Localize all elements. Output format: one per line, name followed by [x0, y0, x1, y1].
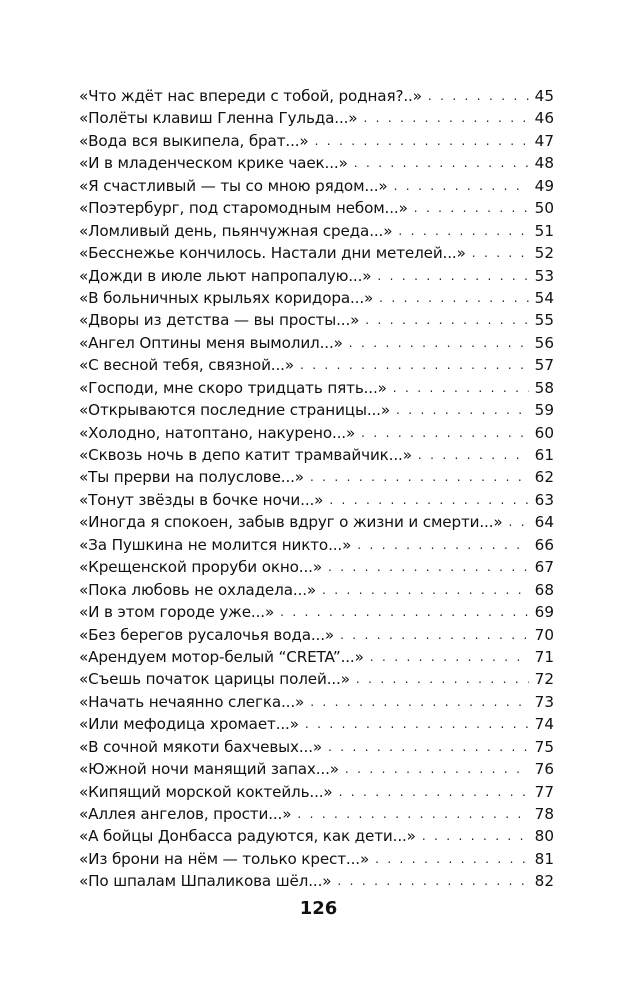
toc-entry	[79, 825, 554, 847]
toc-entry-title: «В больничных крыльях коридора...»	[79, 288, 374, 307]
dot-leader	[398, 220, 528, 242]
toc-entry	[79, 175, 554, 197]
dot-leader	[305, 713, 529, 735]
dot-leader	[315, 130, 529, 152]
toc-entry	[79, 668, 554, 690]
dot-leader	[340, 624, 529, 646]
toc-entry-title: «По шпалам Шпаликова шёл...»	[79, 872, 332, 891]
toc-entry-page: 56	[534, 333, 554, 352]
toc-entry-title: «Ангел Оптины меня вымолил...»	[79, 333, 343, 352]
toc-entry-page: 69	[534, 603, 554, 622]
dot-leader	[357, 534, 528, 556]
dot-leader	[329, 489, 528, 511]
toc-entry-title: «Южной ночи манящий запах...»	[79, 760, 339, 779]
toc-entry-page: 73	[534, 692, 554, 711]
toc-entry-title: «Что ждёт нас впереди с тобой, родная?..»	[79, 87, 422, 105]
dot-leader	[422, 825, 529, 847]
toc-entry-title: «Я счастливый — ты со мною рядом...»	[79, 176, 388, 195]
toc-entry-page: 54	[534, 288, 554, 307]
toc-entry-title: «Дворы из детства — вы просты...»	[79, 311, 360, 330]
toc-entry-title: «Кипящий морской коктейль...»	[79, 782, 333, 801]
toc-entry-title: «Крещенской проруби окно...»	[79, 558, 322, 577]
toc-entry-title: «И в младенческом крике чаек...»	[79, 154, 348, 173]
dot-leader	[393, 377, 529, 399]
toc-entry	[79, 511, 554, 533]
toc-entry-title: «Арендуем мотор-белый “CRETA”...»	[79, 647, 364, 666]
toc-entry	[79, 870, 554, 892]
dot-leader	[394, 175, 529, 197]
toc-entry	[79, 197, 554, 219]
toc-entry	[79, 354, 554, 376]
dot-leader	[337, 870, 528, 892]
dot-leader	[509, 511, 529, 533]
toc-entry-title: «Сквозь ночь в депо катит трамвайчик...»	[79, 446, 412, 464]
toc-entry	[79, 489, 554, 511]
toc-entry-title: «Открываются последние страницы...»	[79, 401, 390, 420]
toc-entry-page: 48	[534, 154, 554, 173]
toc-entry-title: «А бойцы Донбасса радуются, как дети...»	[79, 827, 416, 846]
toc-entry-page: 49	[534, 176, 554, 195]
toc-entry-page: 46	[534, 109, 554, 128]
toc-entry-title: «С весной тебя, связной...»	[79, 356, 294, 375]
dot-leader	[339, 781, 529, 803]
dot-leader	[300, 354, 529, 376]
toc-entry	[79, 107, 554, 129]
toc-entry	[79, 130, 554, 152]
toc-entry-page: 82	[534, 872, 554, 891]
dot-leader	[472, 242, 529, 264]
toc-entry	[79, 85, 554, 107]
toc-entry	[79, 287, 554, 309]
toc-entry	[79, 309, 554, 331]
dot-leader	[322, 579, 529, 601]
toc-entry	[79, 601, 554, 623]
toc-entry-title: «Вода вся выкипела, брат...»	[79, 131, 309, 150]
toc-entry-title: «Или мефодица хромает...»	[79, 715, 299, 734]
dot-leader	[379, 287, 529, 309]
toc-entry-page: 80	[534, 827, 554, 846]
toc-entry-page: 64	[534, 513, 554, 532]
dot-leader	[365, 309, 528, 331]
toc-entry-page: 60	[534, 423, 554, 442]
dot-leader	[345, 758, 529, 780]
toc-entry-title: «Дожди в июле льют напропалую...»	[79, 266, 372, 285]
toc-entry	[79, 242, 554, 264]
toc-entry-title: «Ломливый день, пьянчужная среда...»	[79, 221, 393, 240]
toc-entry-page: 67	[534, 558, 554, 577]
dot-leader	[396, 399, 529, 421]
toc-entry-page: 68	[534, 580, 554, 599]
toc-entry-page: 50	[534, 199, 554, 218]
toc-entry	[79, 758, 554, 780]
dot-leader	[414, 197, 529, 219]
toc-entry-page: 45	[534, 87, 554, 105]
toc-entry-page: 53	[534, 266, 554, 285]
toc-entry	[79, 377, 554, 399]
toc-entry-page: 47	[534, 131, 554, 150]
toc-entry	[79, 624, 554, 646]
toc-entry-title: «И в этом городе уже...»	[79, 603, 275, 622]
toc-entry	[79, 736, 554, 758]
toc-entry-title: «Поэтербург, под старомодным небом...»	[79, 199, 408, 218]
dot-leader	[310, 691, 528, 713]
toc-entry-page: 66	[534, 535, 554, 554]
toc-entry-title: «Господи, мне скоро тридцать пять...»	[79, 378, 387, 397]
dot-leader	[280, 601, 529, 623]
toc-entry-page: 72	[534, 670, 554, 689]
dot-leader	[356, 668, 529, 690]
toc-entry-title: «Начать нечаянно слегка...»	[79, 692, 305, 711]
toc-entry-title: «Ты прерви на полуслове...»	[79, 468, 304, 487]
toc-entry	[79, 713, 554, 735]
toc-entry-page: 81	[534, 849, 554, 868]
dot-leader	[428, 85, 529, 107]
dot-leader	[328, 736, 529, 758]
toc-entry-page: 78	[534, 805, 554, 823]
toc-entry-page: 63	[534, 490, 554, 509]
toc-entry	[79, 646, 554, 668]
dot-leader	[363, 107, 528, 129]
dot-leader	[377, 265, 528, 287]
toc-entry-title: «Тонут звёзды в бочке ночи...»	[79, 490, 324, 509]
toc-entry	[79, 466, 554, 488]
toc-entry	[79, 332, 554, 354]
toc-entry-title: «В сочной мякоти бахчевых...»	[79, 737, 323, 756]
table-of-contents	[79, 85, 554, 893]
toc-entry-page: 55	[534, 311, 554, 330]
toc-entry-title: «Съешь початок царицы полей...»	[79, 670, 350, 689]
dot-leader	[297, 803, 528, 825]
toc-entry	[79, 579, 554, 601]
toc-entry-title: «Полёты клавиш Гленна Гульда...»	[79, 109, 358, 128]
toc-entry	[79, 691, 554, 713]
toc-entry	[79, 803, 554, 825]
toc-entry-page: 75	[534, 737, 554, 756]
dot-leader	[370, 646, 529, 668]
toc-entry	[79, 152, 554, 174]
toc-entry-page: 62	[534, 468, 554, 487]
toc-entry-title: «Иногда я спокоен, забыв вдруг о жизни и смерти...»	[79, 513, 503, 532]
toc-entry	[79, 781, 554, 803]
toc-entry-page: 77	[534, 782, 554, 801]
toc-entry	[79, 422, 554, 444]
toc-entry-page: 71	[534, 647, 554, 666]
page-number: 126	[299, 898, 338, 919]
toc-entry-page: 61	[534, 446, 554, 464]
dot-leader	[361, 422, 529, 444]
dot-leader	[328, 556, 529, 578]
dot-leader	[310, 466, 529, 488]
dot-leader	[349, 332, 529, 354]
dot-leader	[375, 848, 529, 870]
toc-entry-title: «Бесснежье кончилось. Настали дни метелей...»	[79, 244, 466, 263]
toc-entry-title: «За Пушкина не молится никто...»	[79, 535, 352, 554]
toc-entry	[79, 265, 554, 287]
toc-entry	[79, 220, 554, 242]
dot-leader	[354, 152, 529, 174]
toc-entry-page: 58	[534, 378, 554, 397]
toc-entry-title: «Без берегов русалочья вода...»	[79, 625, 335, 644]
toc-entry-title: «Пока любовь не охладела...»	[79, 580, 317, 599]
dot-leader	[418, 444, 529, 466]
toc-entry	[79, 444, 554, 466]
toc-entry-title: «Холодно, натоптано, накурено...»	[79, 423, 356, 442]
toc-entry-page: 76	[534, 760, 554, 779]
toc-entry-page: 51	[534, 221, 554, 240]
toc-entry-page: 70	[534, 625, 554, 644]
toc-entry-title: «Аллея ангелов, прости...»	[79, 805, 292, 823]
toc-entry-page: 59	[534, 401, 554, 420]
toc-entry-page: 52	[534, 244, 554, 263]
toc-entry-page: 74	[534, 715, 554, 734]
toc-entry	[79, 534, 554, 556]
toc-entry	[79, 556, 554, 578]
toc-entry-page: 57	[534, 356, 554, 375]
toc-entry-title: «Из брони на нём — только крест...»	[79, 849, 370, 868]
toc-entry	[79, 848, 554, 870]
toc-entry	[79, 399, 554, 421]
